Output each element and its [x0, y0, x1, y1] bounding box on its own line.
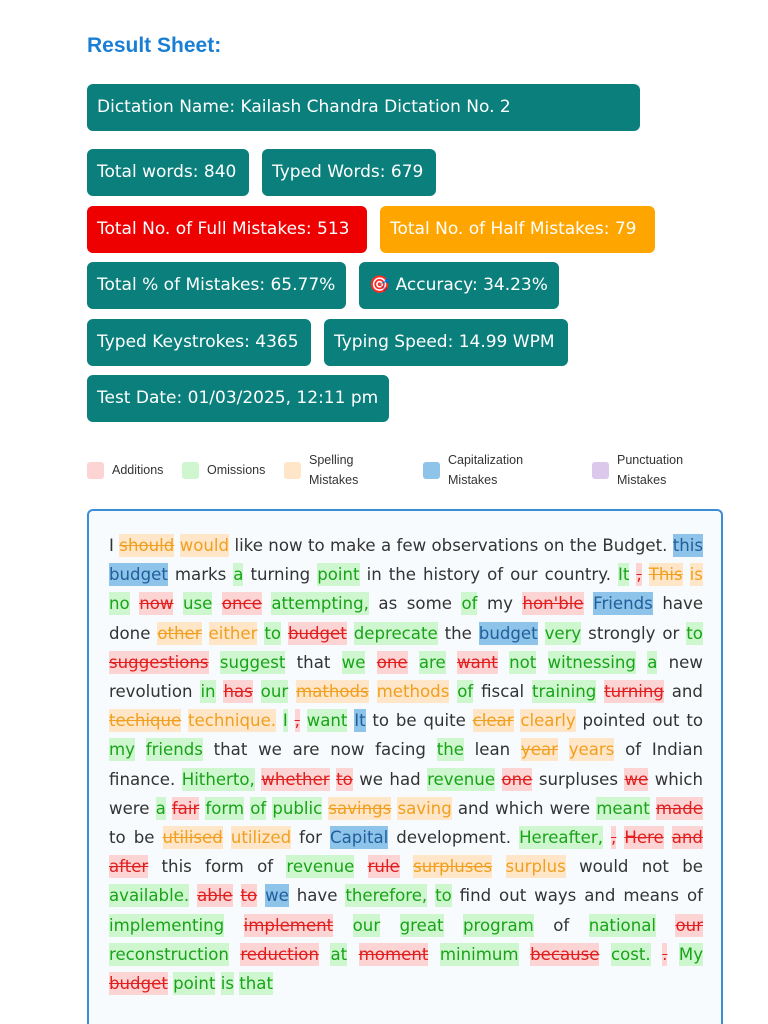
- addition-word: to: [240, 886, 258, 906]
- word: country.: [544, 565, 611, 585]
- addition-word: now: [139, 594, 174, 614]
- omissions-swatch: [182, 462, 199, 479]
- percent-mistakes-badge: Total % of Mistakes: 65.77%: [87, 262, 346, 309]
- addition-word: and: [671, 828, 703, 848]
- spelling-correct-word: would: [179, 536, 230, 555]
- omission-word: public: [272, 798, 323, 818]
- omission-word: attempting,: [271, 594, 369, 614]
- addition-word: hon'ble: [522, 594, 584, 614]
- addition-word: Here: [624, 828, 664, 848]
- omission-word: of: [250, 798, 267, 818]
- spelling-correct-word: technique.: [188, 711, 277, 731]
- capitalization-word: we: [265, 886, 289, 906]
- page-title: Result Sheet:: [87, 34, 222, 57]
- omission-word: cost.: [610, 944, 651, 964]
- word: to: [372, 711, 390, 731]
- word: of: [487, 565, 504, 585]
- word: find: [459, 886, 492, 906]
- omission-word: at: [330, 944, 348, 964]
- omission-word: that: [239, 974, 273, 994]
- word: Budget.: [602, 536, 668, 555]
- omission-word: of: [461, 594, 478, 614]
- addition-word: ,: [611, 828, 617, 848]
- omission-word: no: [109, 594, 130, 614]
- word: and: [457, 798, 490, 818]
- word: in: [366, 565, 382, 585]
- word: that: [213, 740, 248, 760]
- word: which: [654, 769, 704, 789]
- omission-word: minimum: [439, 944, 519, 964]
- addition-word: implement: [243, 915, 334, 935]
- word: our: [510, 565, 538, 585]
- addition-word: fair: [171, 798, 200, 818]
- word: pointed: [582, 711, 646, 731]
- word: ways: [534, 886, 577, 906]
- word: turning: [250, 565, 311, 585]
- addition-word: to: [336, 769, 353, 789]
- omission-word: implementing: [109, 915, 225, 935]
- spelling-correct-word: utilized: [230, 828, 292, 848]
- half-mistakes-badge: Total No. of Half Mistakes: 79: [380, 206, 655, 253]
- spelling-wrong-word: year: [520, 740, 558, 760]
- word: be: [682, 857, 703, 877]
- dictation-name-badge: Dictation Name: Kailash Chandra Dictation No. 2: [87, 84, 640, 131]
- word: form: [205, 857, 244, 877]
- word: new: [668, 652, 703, 672]
- omission-word: therefore,: [345, 886, 428, 906]
- omission-word: Hereafter,: [519, 828, 603, 848]
- word: Indian: [651, 740, 704, 760]
- spelling-wrong-word: mathods: [296, 682, 369, 702]
- omission-word: great: [399, 915, 444, 935]
- keystrokes-badge: Typed Keystrokes: 4365: [87, 319, 311, 366]
- omission-word: form: [205, 798, 245, 818]
- word: I: [109, 536, 114, 555]
- spelling-wrong-word: other: [157, 623, 202, 643]
- legend: [87, 448, 707, 492]
- word: make: [330, 536, 376, 555]
- capitalization-word: It: [354, 711, 366, 731]
- spelling-correct-word: is: [689, 565, 703, 585]
- omission-word: use: [182, 594, 213, 614]
- word: be: [395, 711, 417, 731]
- spelling-swatch: [284, 462, 301, 479]
- omission-word: suggest: [219, 652, 286, 672]
- word: done: [109, 623, 151, 643]
- omission-word: reconstruction: [109, 944, 229, 964]
- word: strongly: [588, 623, 656, 643]
- comparison-text-panel[interactable]: [87, 509, 723, 1024]
- word: have: [296, 886, 338, 906]
- addition-word: reduction: [240, 944, 319, 964]
- addition-word: has: [223, 682, 253, 702]
- spelling-correct-word: methods: [376, 682, 450, 702]
- word: of: [686, 886, 703, 906]
- full-mistakes-badge: Total No. of Full Mistakes: 513: [87, 206, 367, 253]
- capitalization-word: budget: [478, 623, 538, 643]
- word: revolution: [109, 682, 193, 702]
- word: some: [406, 594, 452, 614]
- omission-word: we: [341, 652, 366, 672]
- omission-word: to: [264, 623, 281, 643]
- word: history: [422, 565, 481, 585]
- omission-word: point: [173, 974, 216, 994]
- word: now: [330, 740, 365, 760]
- omission-word: point: [317, 565, 360, 585]
- omission-word: witnessing: [547, 652, 636, 672]
- omission-word: program: [462, 915, 534, 935]
- omission-word: my: [109, 740, 135, 760]
- word: on: [543, 536, 565, 555]
- word: fiscal: [481, 682, 525, 702]
- spelling-wrong-word: savings: [328, 798, 392, 818]
- word: development.: [396, 828, 512, 848]
- spelling-correct-word: saving: [397, 798, 452, 818]
- addition-word: turning: [604, 682, 664, 702]
- addition-word: suggestions: [109, 652, 209, 672]
- spelling-correct-word: surplus: [505, 857, 566, 877]
- omission-word: a: [233, 565, 244, 585]
- addition-word: one: [501, 769, 533, 789]
- typing-speed-badge: Typing Speed: 14.99 WPM: [324, 319, 568, 366]
- omission-word: a: [155, 798, 166, 818]
- accuracy-badge: 🎯 Accuracy: 34.23%: [359, 262, 559, 309]
- spelling-correct-word: either: [208, 623, 258, 643]
- omission-word: My: [678, 944, 704, 964]
- addition-word: after: [109, 857, 149, 877]
- word: the: [569, 536, 598, 555]
- word: that: [296, 652, 331, 672]
- spelling-wrong-word: techique: [109, 711, 182, 731]
- spelling-correct-word: years: [568, 740, 615, 760]
- addition-word: able: [197, 886, 233, 906]
- legend-punctuation: [592, 450, 707, 490]
- typed-words-badge: Typed Words: 679: [262, 149, 436, 196]
- word: to: [686, 711, 704, 731]
- word: we: [258, 740, 282, 760]
- word: observations: [431, 536, 539, 555]
- omission-word: of: [457, 682, 474, 702]
- omission-word: the: [436, 740, 464, 760]
- word: not: [641, 857, 669, 877]
- test-date-badge: Test Date: 01/03/2025, 12:11 pm: [87, 375, 389, 422]
- legend-spelling-label: Spelling Mistakes: [309, 453, 359, 487]
- addition-word: we: [624, 769, 649, 789]
- word: a: [380, 536, 392, 555]
- omission-word: want: [306, 711, 348, 731]
- punctuation-swatch: [592, 462, 609, 479]
- word: to: [307, 536, 325, 555]
- addition-word: one: [376, 652, 408, 672]
- spelling-wrong-word: should: [119, 536, 175, 555]
- omission-word: friends: [145, 740, 203, 760]
- omission-word: are: [418, 652, 446, 672]
- word: of: [553, 915, 570, 935]
- addition-word: ,: [294, 711, 300, 731]
- word: means: [623, 886, 680, 906]
- word: are: [292, 740, 320, 760]
- word: out: [499, 886, 527, 906]
- legend-capitalization-label: Capitalization Mistakes: [448, 453, 524, 487]
- spelling-correct-word: clearly: [520, 711, 576, 731]
- word: my: [486, 594, 513, 614]
- word: we: [359, 769, 383, 789]
- word: out: [652, 711, 680, 731]
- legend-punctuation-label: Punctuation Mistakes: [617, 453, 684, 487]
- additions-swatch: [87, 462, 104, 479]
- omission-word: Hitherto,: [181, 769, 255, 789]
- omission-word: is: [220, 974, 234, 994]
- omission-word: to: [686, 623, 703, 643]
- addition-word: made: [655, 798, 703, 818]
- capitalization-swatch: [423, 462, 440, 479]
- word: surpluses: [538, 769, 618, 789]
- word: facing: [375, 740, 426, 760]
- omission-word: our: [352, 915, 381, 935]
- word: to: [109, 828, 126, 848]
- legend-additions: [87, 460, 163, 480]
- addition-word: want: [457, 652, 498, 672]
- legend-omissions-label: Omissions: [207, 463, 266, 477]
- omission-word: our: [260, 682, 289, 702]
- omission-word: It: [618, 565, 630, 585]
- word: were: [549, 798, 591, 818]
- word: had: [389, 769, 421, 789]
- word: be: [133, 828, 155, 848]
- capitalization-word: budget: [109, 565, 168, 585]
- legend-spelling: [284, 450, 384, 490]
- addition-word: ,: [636, 565, 642, 585]
- word: for: [299, 828, 322, 848]
- word: the: [444, 623, 472, 643]
- word: of: [625, 740, 642, 760]
- legend-capitalization: [423, 450, 563, 490]
- addition-word: our: [675, 915, 703, 935]
- word: few: [396, 536, 427, 555]
- omission-word: available.: [109, 886, 190, 906]
- word: finance.: [109, 769, 176, 789]
- omission-word: in: [200, 682, 216, 702]
- legend-omissions: [182, 460, 265, 480]
- omission-word: revenue: [427, 769, 496, 789]
- addition-word: budget: [287, 623, 347, 643]
- word: or: [662, 623, 680, 643]
- word: like: [234, 536, 263, 555]
- omission-word: deprecate: [353, 623, 438, 643]
- word: the: [388, 565, 416, 585]
- word: would: [579, 857, 629, 877]
- addition-word: .: [662, 944, 668, 964]
- word: were: [109, 798, 150, 818]
- word: and: [584, 886, 616, 906]
- word: this: [161, 857, 192, 877]
- addition-word: because: [530, 944, 600, 964]
- word: now: [268, 536, 303, 555]
- omission-word: revenue: [286, 857, 355, 877]
- capitalization-word: this: [672, 536, 704, 555]
- spelling-wrong-word: clear: [472, 711, 514, 731]
- addition-word: rule: [367, 857, 400, 877]
- word: lean: [474, 740, 511, 760]
- spelling-wrong-word: surpluses: [413, 857, 493, 877]
- addition-word: whether: [261, 769, 330, 789]
- word: of: [257, 857, 274, 877]
- omission-word: training: [531, 682, 597, 702]
- word: which: [495, 798, 544, 818]
- omission-word: very: [544, 623, 582, 643]
- word: have: [662, 594, 704, 614]
- spelling-wrong-word: utilised: [162, 828, 223, 848]
- compared-paragraph: [109, 531, 703, 998]
- addition-word: once: [221, 594, 262, 614]
- legend-additions-label: Additions: [112, 463, 164, 477]
- capitalization-word: Capital: [330, 828, 389, 848]
- word: and: [671, 682, 703, 702]
- total-words-badge: Total words: 840: [87, 149, 249, 196]
- addition-word: moment: [358, 944, 429, 964]
- spelling-wrong-word: This: [648, 565, 683, 585]
- omission-word: not: [509, 652, 537, 672]
- omission-word: meant: [596, 798, 650, 818]
- omission-word: a: [647, 652, 658, 672]
- capitalization-word: Friends: [593, 594, 653, 614]
- word: quite: [423, 711, 466, 731]
- addition-word: budget: [109, 974, 168, 994]
- omission-word: to: [435, 886, 452, 906]
- word: as: [378, 594, 398, 614]
- omission-word: national: [588, 915, 657, 935]
- omission-word: I: [282, 711, 288, 731]
- word: marks: [174, 565, 227, 585]
